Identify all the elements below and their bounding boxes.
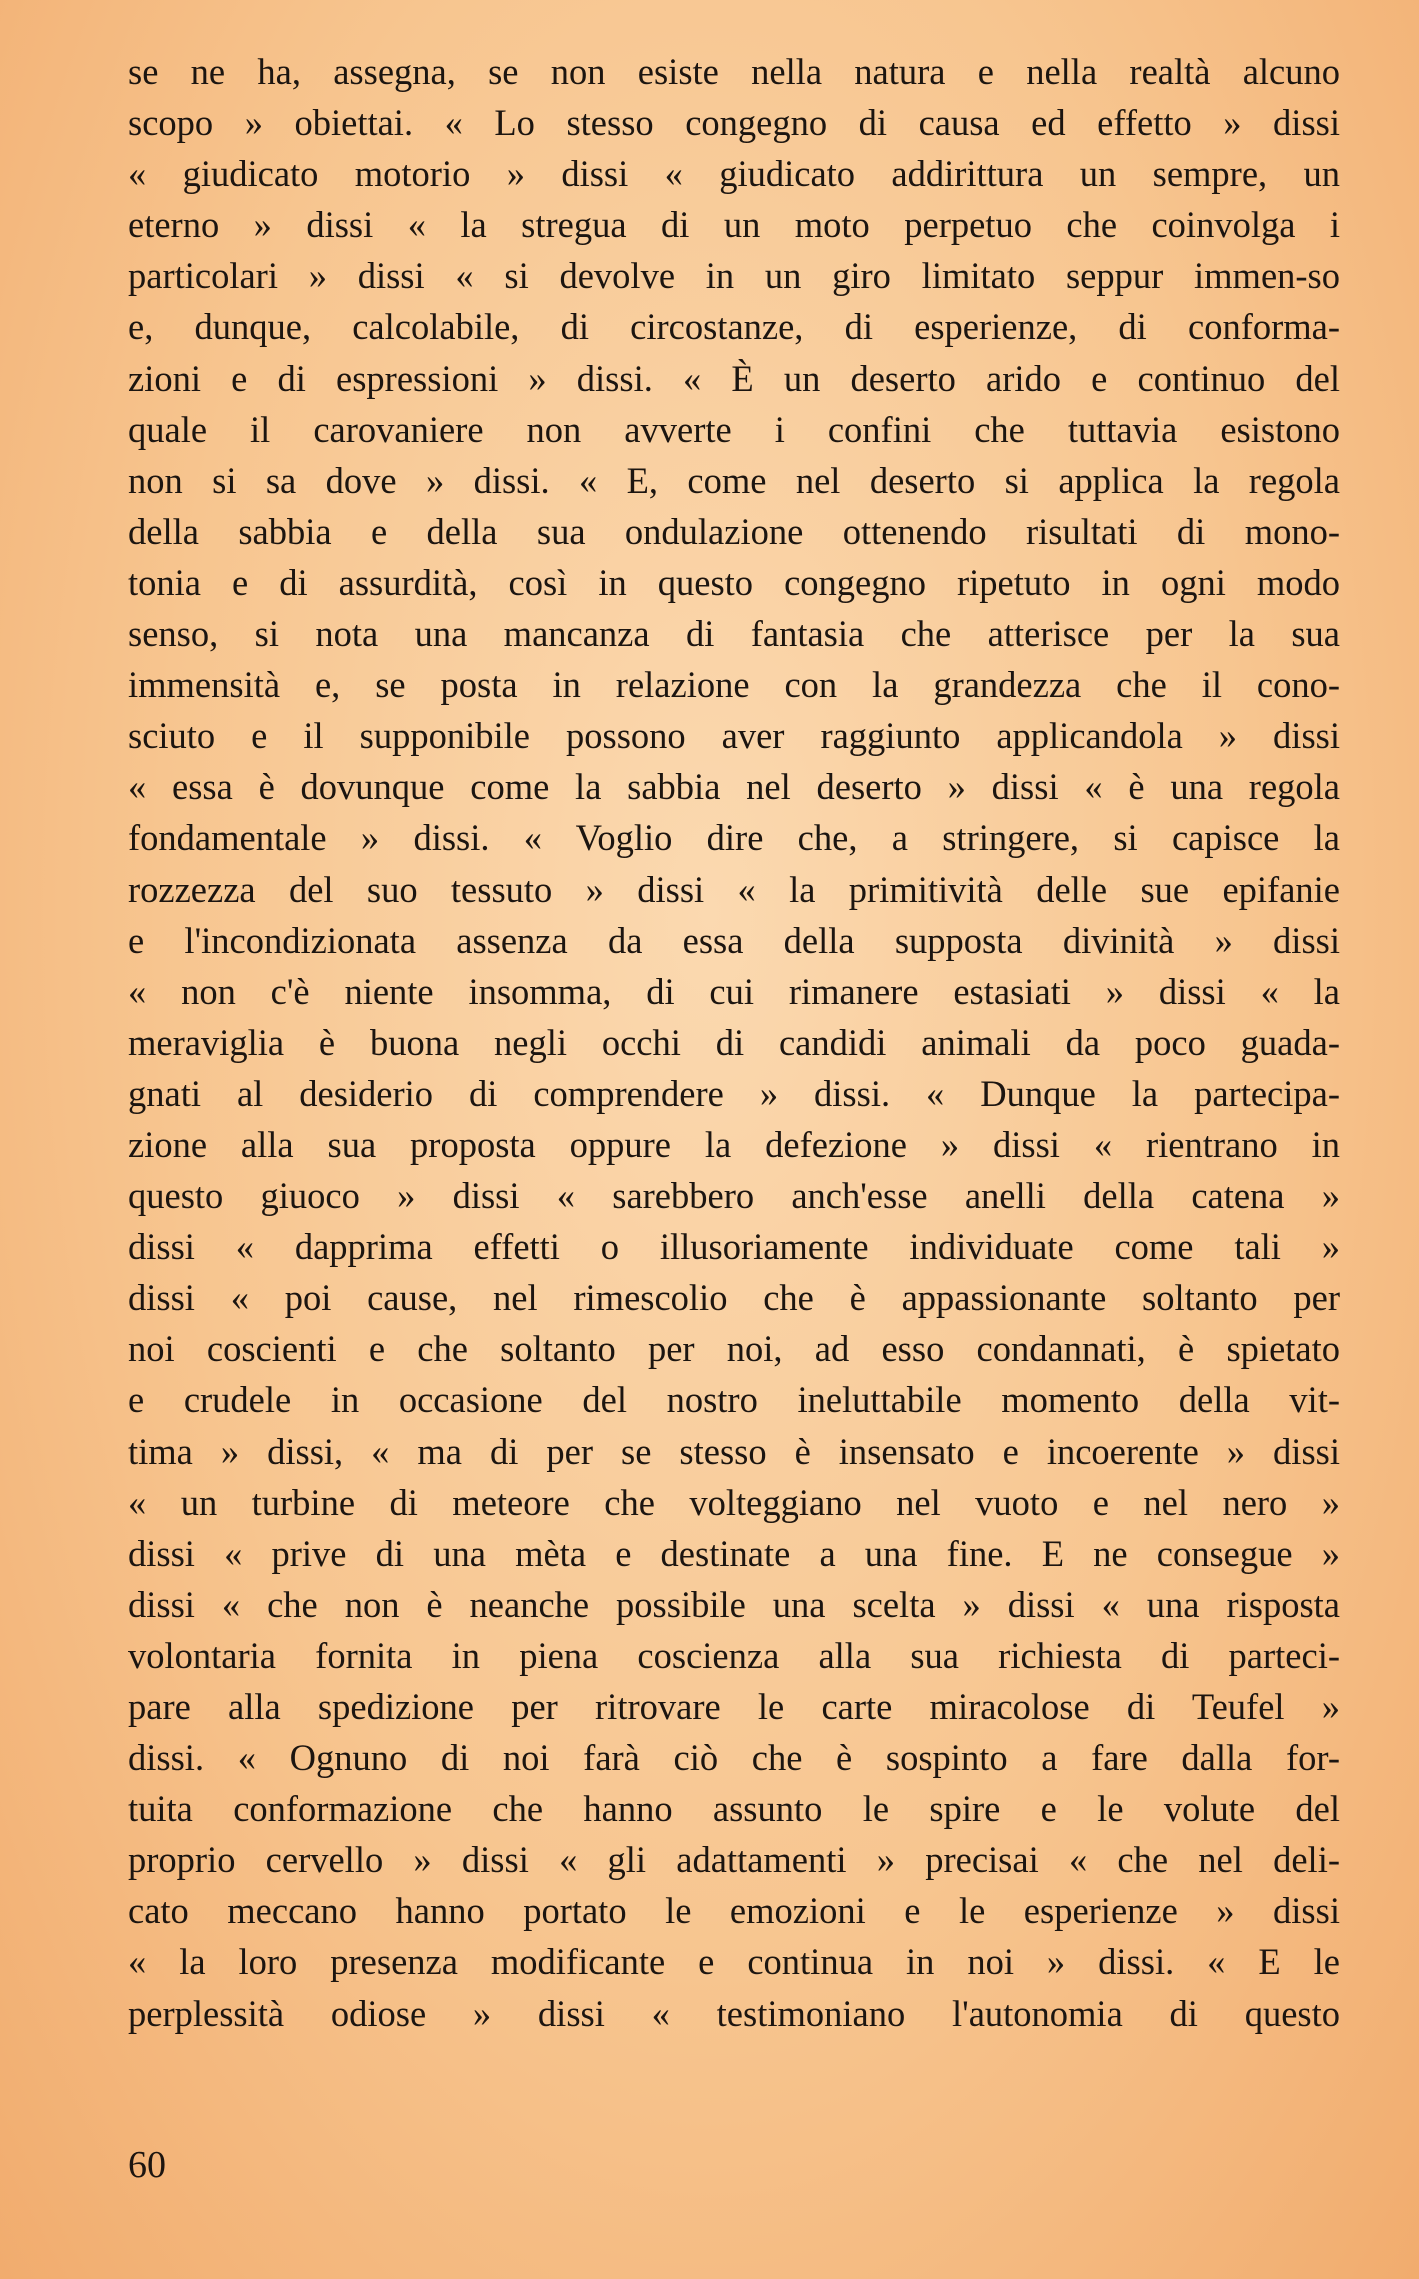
text-line: immensità e, se posta in relazione con la grandezza che il cono- bbox=[128, 664, 1340, 706]
text-line: eterno » dissi « la stregua di un moto perpetuo che coinvolga i bbox=[128, 204, 1340, 246]
text-line: dissi « prive di una mèta e destinate a una fine. E ne consegue » bbox=[128, 1532, 1340, 1574]
text-line: « la loro presenza modificante e continua in noi » dissi. « E le bbox=[128, 1941, 1340, 1983]
text-line: proprio cervello » dissi « gli adattamenti » precisai « che nel deli- bbox=[128, 1839, 1340, 1881]
text-line: « non c'è niente insomma, di cui rimanere estasiati » dissi « la bbox=[128, 970, 1340, 1012]
text-line: tuita conformazione che hanno assunto le spire e le volute del bbox=[128, 1788, 1340, 1830]
text-line: « un turbine di meteore che volteggiano nel vuoto e nel nero » bbox=[128, 1481, 1340, 1523]
text-line: pare alla spedizione per ritrovare le carte miracolose di Teufel » bbox=[128, 1686, 1340, 1727]
text-line: rozzezza del suo tessuto » dissi « la primitività delle sue epifanie bbox=[128, 868, 1340, 910]
text-line: perplessità odiose » dissi « testimoniano l'autonomia di questo bbox=[128, 1992, 1340, 2034]
text-line: tima » dissi, « ma di per se stesso è insensato e incoerente » dissi bbox=[128, 1430, 1340, 1472]
text-line: senso, si nota una mancanza di fantasia che atterisce per la sua bbox=[128, 613, 1340, 655]
text-line: non si sa dove » dissi. « E, come nel deserto si applica la regola bbox=[128, 459, 1340, 501]
text-line: meraviglia è buona negli occhi di candidi animali da poco guada- bbox=[128, 1021, 1340, 1063]
text-line: fondamentale » dissi. « Voglio dire che, a stringere, si capisce la bbox=[128, 817, 1340, 859]
text-line: dissi « dapprima effetti o illusoriamente individuate come tali » bbox=[128, 1226, 1340, 1268]
text-line: della sabbia e della sua ondulazione ottenendo risultati di mono- bbox=[128, 510, 1340, 552]
text-line: particolari » dissi « si devolve in un giro limitato seppur immen-so bbox=[128, 255, 1340, 297]
text-line: questo giuoco » dissi « sarebbero anch'esse anelli della catena » bbox=[128, 1175, 1340, 1217]
text-line: e crudele in occasione del nostro ineluttabile momento della vit- bbox=[128, 1379, 1340, 1421]
text-line: cato meccano hanno portato le emozioni e le esperienze » dissi bbox=[128, 1890, 1340, 1932]
text-line: « essa è dovunque come la sabbia nel deserto » dissi « è una regola bbox=[128, 766, 1340, 808]
text-line: e, dunque, calcolabile, di circostanze, di esperienze, di conforma- bbox=[128, 306, 1340, 348]
text-line: scopo » obiettai. « Lo stesso congegno di causa ed effetto » dissi bbox=[128, 102, 1340, 144]
text-line: se ne ha, assegna, se non esiste nella natura e nella realtà alcuno bbox=[128, 51, 1340, 92]
text-line: tonia e di assurdità, così in questo congegno ripetuto in ogni modo bbox=[128, 561, 1340, 603]
text-line: dissi « che non è neanche possibile una scelta » dissi « una risposta bbox=[128, 1583, 1340, 1625]
text-line: quale il carovaniere non avverte i confini che tuttavia esistono bbox=[128, 408, 1340, 450]
page-number: 60 bbox=[128, 2144, 166, 2186]
text-line: zione alla sua proposta oppure la defezione » dissi « rientrano in bbox=[128, 1123, 1340, 1165]
body-text bbox=[128, 46, 1340, 2039]
text-line: noi coscienti e che soltanto per noi, ad esso condannati, è spietato bbox=[128, 1328, 1340, 1370]
text-line: dissi « poi cause, nel rimescolio che è appassionante soltanto per bbox=[128, 1277, 1340, 1319]
text-line: sciuto e il supponibile possono aver raggiunto applicandola » dissi bbox=[128, 715, 1340, 757]
text-line: zioni e di espressioni » dissi. « È un deserto arido e continuo del bbox=[128, 357, 1340, 399]
text-line: volontaria fornita in piena coscienza alla sua richiesta di parteci- bbox=[128, 1634, 1340, 1676]
text-line: e l'incondizionata assenza da essa della supposta divinità » dissi bbox=[128, 919, 1340, 961]
text-line: gnati al desiderio di comprendere » dissi. « Dunque la partecipa- bbox=[128, 1072, 1340, 1114]
text-line: dissi. « Ognuno di noi farà ciò che è sospinto a fare dalla for- bbox=[128, 1737, 1340, 1779]
text-line: « giudicato motorio » dissi « giudicato addirittura un sempre, un bbox=[128, 153, 1340, 195]
